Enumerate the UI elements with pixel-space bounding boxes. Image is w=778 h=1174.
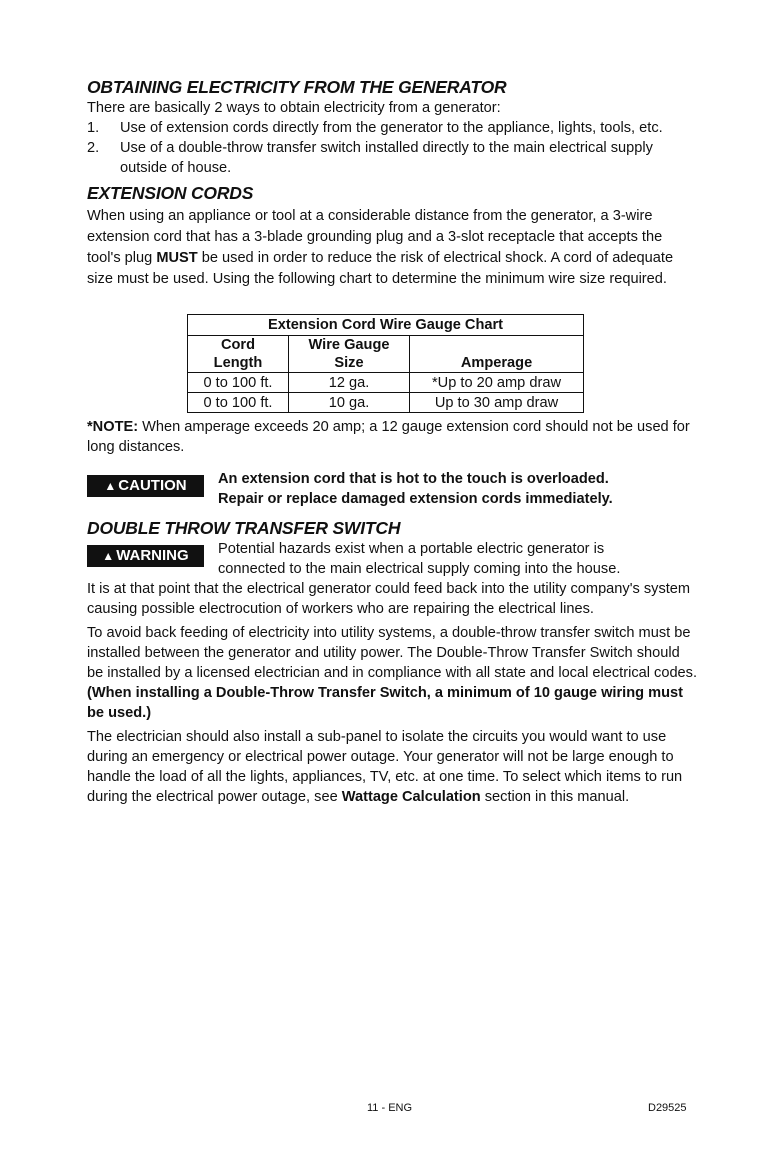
cell-amperage: Up to 30 amp draw [410, 393, 584, 413]
warning-triangle-icon: ▲ [102, 549, 115, 563]
header-amperage: Amperage [410, 336, 584, 373]
list-item-text: Use of extension cords directly from the generator to the appliance, lights, tools, etc. [120, 120, 663, 136]
list-item [87, 138, 699, 178]
warning-text: Potential hazards exist when a portable electric generator is connected to the main electrical supply coming into the house. [218, 541, 621, 577]
wire-gauge-chart [187, 314, 584, 413]
warning-triangle-icon: ▲ [104, 479, 117, 493]
caution-badge: ▲ CAUTION [87, 475, 204, 497]
list-item [87, 118, 699, 138]
table-row [188, 393, 584, 413]
heading-obtaining-electricity: OBTAINING ELECTRICITY FROM THE GENERATOR [87, 77, 507, 97]
list-item-number: 2. [87, 140, 100, 156]
amperage-note: *NOTE: When amperage exceeds 20 amp; a 12 gauge extension cord should not be used for long distances. [87, 419, 690, 455]
list-item-number: 1. [87, 120, 100, 136]
cell-size: 12 ga. [289, 373, 410, 393]
transfer-switch-paragraph: To avoid back feeding of electricity into utility systems, a double-throw transfer switch must be installed between the generator and utility power. The Double-Throw Transfer Switch should be installed by a licensed electrician and in compliance with all state and local electrical codes. (When installing a Double-Throw Transfer Switch, a minimum of 10 gauge wiring must be used.) [87, 625, 698, 721]
warning-block [87, 539, 699, 579]
cell-length: 0 to 100 ft. [188, 373, 289, 393]
heading-double-throw-transfer-switch: DOUBLE THROW TRANSFER SWITCH [87, 518, 401, 538]
chart-title: Extension Cord Wire Gauge Chart [188, 315, 584, 336]
caution-text: An extension cord that is hot to the touch is overloaded. Repair or replace damaged extension cords immediately. [218, 471, 613, 507]
obtaining-list [87, 118, 699, 178]
extension-paragraph: When using an appliance or tool at a considerable distance from the generator, a 3-wire extension cord that has a 3-blade grounding plug and a 3-slot receptacle that accepts the tool's plug MUST be used in order to reduce the risk of electrical shock. A cord of adequate size must be used. Using the following chart to determine the minimum wire size required. [87, 208, 674, 287]
warning-badge: ▲ WARNING [87, 545, 204, 567]
manual-page [87, 76, 699, 807]
obtaining-intro: There are basically 2 ways to obtain electricity from a generator: [87, 100, 501, 116]
header-wire-gauge-size: Wire Gauge Size [289, 336, 410, 373]
wiring-requirement: (When installing a Double-Throw Transfer Switch, a minimum of 10 gauge wiring must be used.) [87, 685, 683, 721]
note-label: *NOTE: [87, 419, 139, 435]
document-id: D29525 [648, 1102, 687, 1114]
sub-panel-paragraph: The electrician should also install a sub-panel to isolate the circuits you would want to use during an emergency or electrical power outage. Your generator will not be large enough to handle the load of all the lights, appliances, TV, etc. at one time. To select which items to run during the electrical power outage, see Wattage Calculation section in this manual. [87, 729, 683, 805]
header-cord-length: Cord Length [188, 336, 289, 373]
cell-amperage: *Up to 20 amp draw [410, 373, 584, 393]
table-row [188, 373, 584, 393]
list-item-text: Use of a double-throw transfer switch installed directly to the main electrical supply outside of house. [120, 140, 653, 176]
caution-block [87, 469, 699, 509]
page-number: 11 - ENG [367, 1102, 413, 1114]
cell-length: 0 to 100 ft. [188, 393, 289, 413]
heading-extension-cords: EXTENSION CORDS [87, 183, 254, 203]
wattage-calculation-reference: Wattage Calculation [341, 789, 481, 805]
must-emphasis: MUST [156, 250, 198, 266]
cell-size: 10 ga. [289, 393, 410, 413]
warning-continuation: It is at that point that the electrical generator could feed back into the utility company's system causing possible electrocution of workers who are repairing the electrical lines. [87, 581, 691, 617]
